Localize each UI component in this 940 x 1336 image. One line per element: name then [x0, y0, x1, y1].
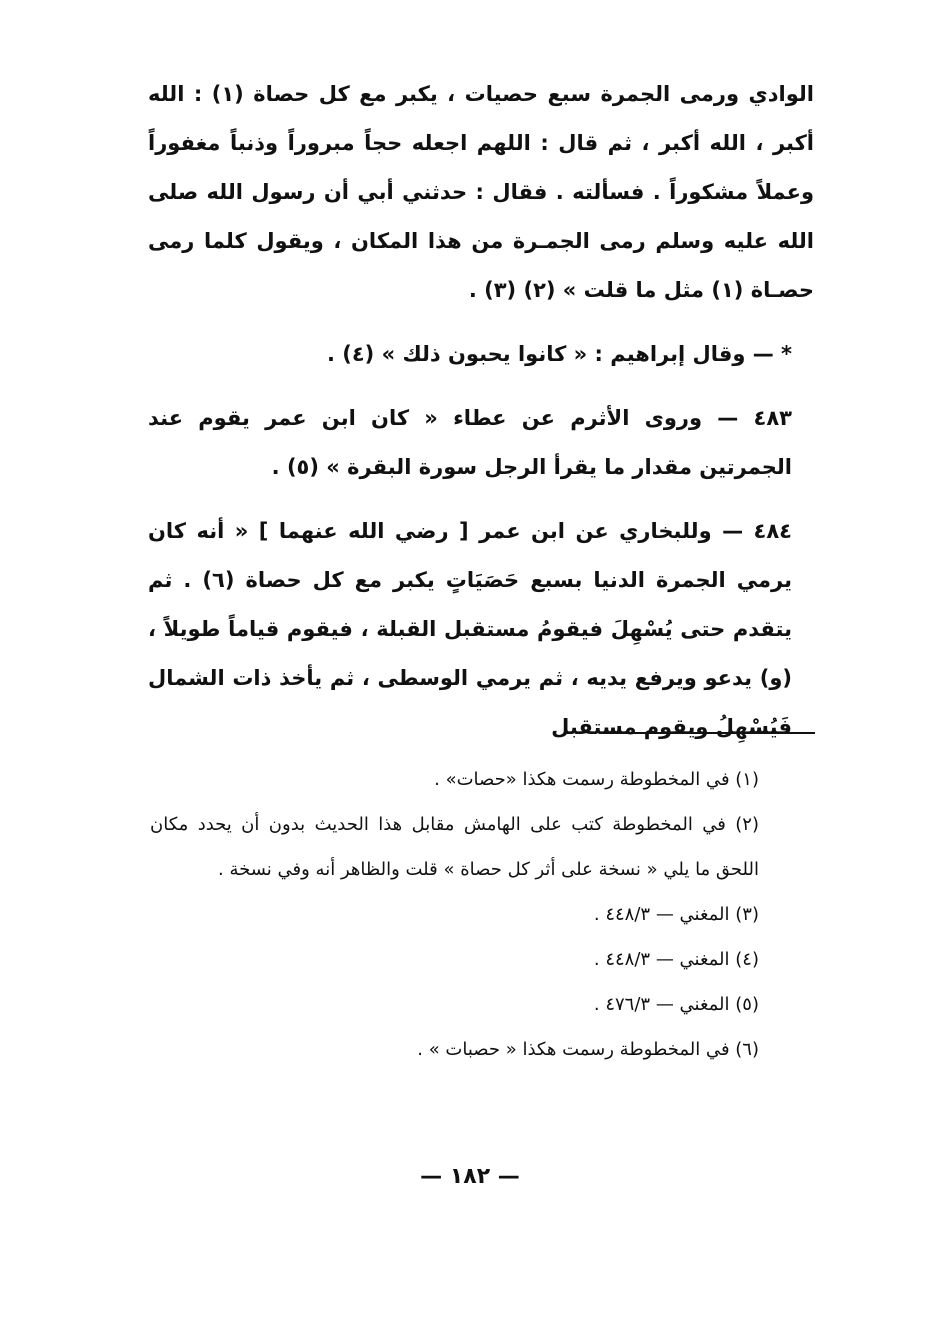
paragraph-484: ٤٨٤ — وللبخاري عن ابن عمر [ رضي الله عنهما ] « أنه كان يرمي الجمرة الدنيا بسبع حَصَيَاتٍ يكبر مع كل حصاة (٦) . ثم يتقدم حتى يُسْهِلَ فيقومُ مستقبل القبلة ، فيقوم قياماً طويلاً ، (و) يدعو ويرفع يديه ، ثم يرمي الوسطى ، ثم يأخذ ذات الشمال فَيُسْهِلُ ويقوم مستقبل	[148, 519, 792, 739]
paragraph-ibrahim-quote: * — وقال إبراهيم : « كانوا يحبون ذلك » (٤) .	[326, 342, 792, 366]
footnote-4: (٤) المغني — ٤٤٨/٣ .	[593, 949, 759, 970]
footnotes	[150, 757, 814, 1072]
paragraph-483: ٤٨٣ — وروى الأثرم عن عطاء « كان ابن عمر يقوم عند الجمرتين مقدار ما يقرأ الرجل سورة البقرة » (٥) .	[148, 406, 792, 479]
main-text	[148, 70, 814, 767]
footnote-2: (٢) في المخطوطة كتب على الهامش مقابل هذا الحديث بدون أن يحدد مكان اللحق ما يلي « نسخة على أثر كل حصاة » قلت والظاهر أنه وفي نسخة .	[150, 814, 759, 880]
footnote-6: (٦) في المخطوطة رسمت هكذا « حصبات » .	[417, 1039, 759, 1060]
footnote-5: (٥) المغني — ٤٧٦/٣ .	[593, 994, 759, 1015]
paragraph-hadith-continuation: الوادي ورمى الجمرة سبع حصيات ، يكبر مع كل حصاة (١) : الله أكبر ، الله أكبر ، ثم قال : اللهم اجعله حجاً مبروراً وذنباً مغفوراً وعملاً مشكوراً . فسألته . فقال : حدثني أبي أن رسول الله صلى الله عليه وسلم رمى الجمـرة من هذا المكان ، ويقول كلما رمى حصـاة (١) مثل ما قلت » (٢) (٣) .	[148, 82, 814, 302]
footnote-separator	[600, 732, 815, 734]
page-number: — ١٨٢ —	[420, 1164, 520, 1189]
footnote-1: (١) في المخطوطة رسمت هكذا «حصات» .	[434, 769, 759, 790]
footnote-3: (٣) المغني — ٤٤٨/٣ .	[593, 904, 759, 925]
